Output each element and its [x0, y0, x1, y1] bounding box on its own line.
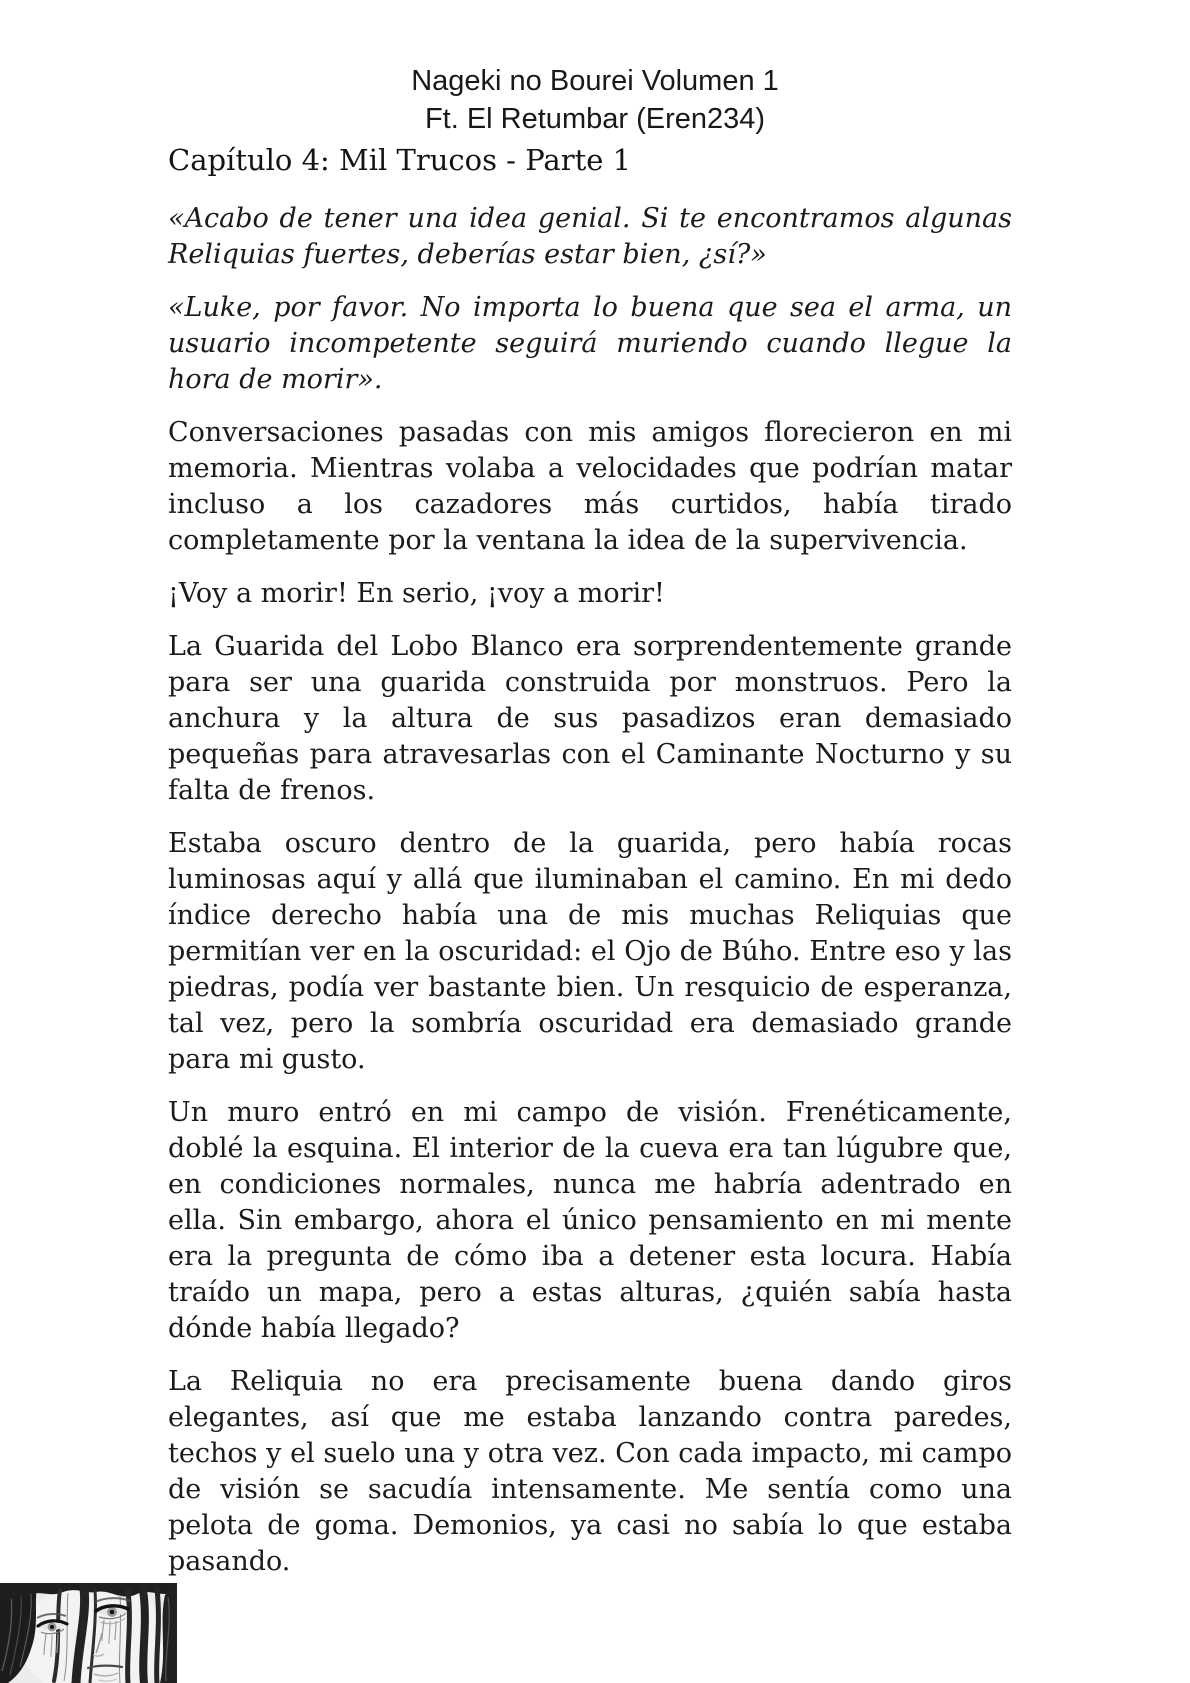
header-title-line1: Nageki no Bourei Volumen 1 — [411, 65, 779, 97]
paragraph-dialogue-1: «Acabo de tener una idea genial. Si te encontramos algunas Reliquias fuertes, deberías estar bien, ¿sí?» — [168, 203, 1012, 270]
paragraph-5: La Guarida del Lobo Blanco era sorprendentemente grande para ser una guarida construida por monstruos. Pero la anchura y la altura de sus pasadizos eran demasiado pequeñas para atravesarlas con el Caminante Nocturno y su falta de frenos. — [168, 631, 1012, 806]
paragraph-4: ¡Voy a morir! En serio, ¡voy a morir! — [168, 578, 665, 609]
manga-face-drawing — [0, 1583, 177, 1683]
page-header — [0, 0, 1190, 138]
chapter-content — [168, 140, 1012, 1580]
header-title-line2: Ft. El Retumbar (Eren234) — [424, 103, 766, 135]
paragraph-8: La Reliquia no era precisamente buena dando giros elegantes, así que me estaba lanzando contra paredes, techos y el suelo una y otra vez. Con cada impacto, mi campo de visión se sacudía intensamente. Me sentía como una pelota de goma. Demonios, ya casi no sabía lo que estaba pasando. — [168, 1366, 1012, 1577]
paragraph-7: Un muro entró en mi campo de visión. Frenéticamente, doblé la esquina. El interior de la cueva era tan lúgubre que, en condiciones normales, nunca me habría adentrado en ella. Sin embargo, ahora el único pensamiento en mi mente era la pregunta de cómo iba a detener esta locura. Había traído un mapa, pero a estas alturas, ¿quién sabía hasta dónde había llegado? — [168, 1097, 1012, 1344]
manga-face-image — [0, 1583, 177, 1683]
paragraph-dialogue-2: «Luke, por favor. No importa lo buena que sea el arma, un usuario incompetente seguirá muriendo cuando llegue la hora de morir». — [168, 292, 1012, 395]
chapter-title: Capítulo 4: Mil Trucos - Parte 1 — [168, 143, 632, 177]
paragraph-3: Conversaciones pasadas con mis amigos florecieron en mi memoria. Mientras volaba a velocidades que podrían matar incluso a los cazadores más curtidos, había tirado completamente por la ventana la idea de la supervivencia. — [168, 417, 1012, 556]
paragraph-6: Estaba oscuro dentro de la guarida, pero había rocas luminosas aquí y allá que iluminaban el camino. En mi dedo índice derecho había una de mis muchas Reliquias que permitían ver en la oscuridad: el Ojo de Búho. Entre eso y las piedras, podía ver bastante bien. Un resquicio de esperanza, tal vez, pero la sombría oscuridad era demasiado grande para mi gusto. — [168, 828, 1012, 1075]
